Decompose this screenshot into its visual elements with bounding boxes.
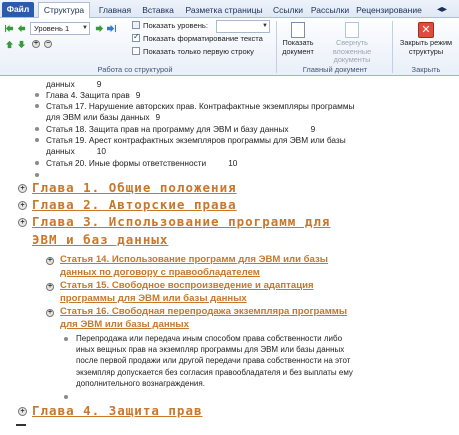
demote-to-body-text-icon[interactable] — [107, 24, 116, 33]
toc-line: данных 10 — [46, 146, 106, 156]
tab-review[interactable]: Рецензирование — [356, 5, 422, 15]
toc-line: Статья 19. Арест контрафактных экземпляров программы для ЭВМ или базы — [46, 135, 346, 145]
group-label-master-document: Главный документ — [302, 65, 368, 74]
toc-line: данных 9 — [46, 79, 102, 89]
tab-references[interactable]: Ссылки — [273, 5, 303, 15]
paragraph-line: Перепродажа или передача иным способом права собственности либо — [76, 334, 343, 343]
end-of-document-marker — [16, 424, 26, 426]
heading-article-16-line2[interactable]: для ЭВМ или базы данных — [60, 319, 189, 330]
collapse-heading-icon[interactable]: + — [47, 309, 53, 316]
heading-article-15-line1[interactable]: Статья 15. Свободное воспроизведение и адаптация — [60, 280, 314, 291]
tab-insert[interactable]: Вставка — [142, 5, 174, 15]
show-document-icon — [291, 22, 305, 38]
bullet-icon — [35, 127, 39, 131]
tab-mailings[interactable]: Рассылки — [310, 5, 350, 15]
collapse-subdocuments-label: Свернуть вложенные документы — [332, 38, 372, 64]
chevron-down-icon: ▼ — [82, 25, 88, 31]
move-up-icon[interactable] — [5, 40, 14, 49]
show-level-icon — [132, 21, 140, 29]
show-document-button[interactable] — [279, 22, 317, 56]
ribbon-separator — [276, 21, 277, 73]
ribbon — [0, 18, 459, 76]
paragraph-line: после первой продажи или другой передачи права собственности на этот — [76, 356, 351, 366]
toc-line: Глава 4. Защита прав 9 — [46, 90, 141, 100]
show-level-row — [132, 21, 208, 30]
heading-chapter-2[interactable]: Глава 2. Авторские права — [32, 197, 237, 212]
heading-chapter-3-line2[interactable]: ЭВМ и баз данных — [32, 232, 169, 247]
chevron-down-icon: ▼ — [262, 23, 268, 29]
close-outline-view-label: Закрыть режим структуры — [399, 38, 453, 56]
bullet-icon — [64, 395, 68, 399]
show-level-label: Показать уровень: — [143, 21, 208, 30]
bullet-icon — [35, 93, 39, 97]
expand-icon[interactable]: + — [33, 40, 39, 47]
expand-heading-icon[interactable]: + — [47, 257, 53, 264]
toc-line: для ЭВМ или базы данных 9 — [46, 112, 161, 122]
toc-line: Статья 20. Иные формы ответственности 10 — [46, 158, 238, 168]
document-area[interactable] — [0, 77, 459, 435]
bullet-icon — [35, 104, 39, 108]
outline-level-combo[interactable] — [30, 22, 90, 35]
outline-level-value: Уровень 1 — [34, 24, 70, 33]
show-document-label: Показать документ — [282, 38, 314, 56]
paragraph-line: дополнительного вознаграждения. — [76, 378, 205, 388]
heading-article-14-line1[interactable]: Статья 14. Использование программ для ЭВМ или базы — [60, 254, 328, 265]
expand-heading-icon[interactable]: + — [18, 218, 27, 227]
promote-to-heading1-icon[interactable] — [5, 24, 14, 33]
toc-line: Статья 18. Защита прав на программу для ЭВМ и базу данных 9 — [46, 124, 316, 134]
close-icon: ✕ — [418, 22, 434, 38]
promote-icon[interactable] — [17, 24, 26, 33]
show-first-line-label: Показать только первую строку — [143, 47, 254, 56]
show-first-line-checkbox[interactable] — [132, 47, 140, 55]
bullet-icon — [35, 173, 39, 177]
move-down-icon[interactable] — [17, 40, 26, 49]
heading-chapter-1[interactable]: Глава 1. Общие положения — [32, 180, 237, 195]
tab-home[interactable]: Главная — [98, 5, 132, 15]
show-text-formatting-label: Показать форматирование текста — [143, 34, 263, 43]
ribbon-overflow-icon[interactable]: ◂▸ — [436, 4, 448, 15]
show-text-formatting-row[interactable] — [132, 34, 263, 43]
expand-heading-icon[interactable]: + — [18, 201, 27, 210]
heading-article-14-line2[interactable]: данных по договору с правообладателем — [60, 267, 260, 278]
heading-article-16-line1[interactable]: Статья 16. Свободная перепродажа экземпляра программы — [60, 306, 348, 317]
show-level-combo[interactable] — [216, 20, 270, 33]
expand-heading-icon[interactable]: + — [18, 184, 27, 193]
tab-outline[interactable]: Структура — [38, 2, 90, 18]
ribbon-tab-bar — [0, 0, 459, 18]
paragraph-line: иных вещных прав на экземпляр программы для ЭВМ или базы данных — [76, 345, 345, 355]
heading-chapter-4[interactable]: Глава 4. Защита прав — [32, 403, 203, 418]
heading-chapter-3-line1[interactable]: Глава 3. Использование программ для — [32, 214, 331, 229]
group-label-close: Закрыть — [411, 65, 441, 74]
show-first-line-row[interactable] — [132, 47, 254, 56]
collapse-subdocuments-button[interactable] — [318, 22, 386, 65]
collapse-subdocuments-icon — [345, 22, 359, 38]
collapse-icon[interactable]: − — [45, 40, 51, 47]
toc-line: Статья 17. Нарушение авторских прав. Контрафактные экземпляры программы — [46, 101, 355, 111]
bullet-icon — [35, 138, 39, 142]
expand-heading-icon[interactable]: + — [18, 407, 27, 416]
tab-page-layout[interactable]: Разметка страницы — [185, 5, 263, 15]
bullet-icon — [35, 161, 39, 165]
paragraph-line: экземпляр допускается без согласия правообладателя и без выплаты ему — [76, 367, 353, 377]
ribbon-separator — [392, 21, 393, 73]
group-label-outline-tools: Работа со структурой — [97, 65, 173, 74]
tab-file[interactable]: Файл — [2, 2, 34, 17]
close-outline-view-button[interactable] — [395, 22, 457, 56]
heading-article-15-line2[interactable]: программы для ЭВМ или базы данных — [60, 293, 247, 304]
expand-heading-icon[interactable]: + — [47, 283, 53, 290]
demote-icon[interactable] — [95, 24, 104, 33]
body-paragraph[interactable] — [76, 333, 416, 389]
bullet-icon — [64, 337, 68, 341]
show-text-formatting-checkbox[interactable] — [132, 34, 140, 42]
